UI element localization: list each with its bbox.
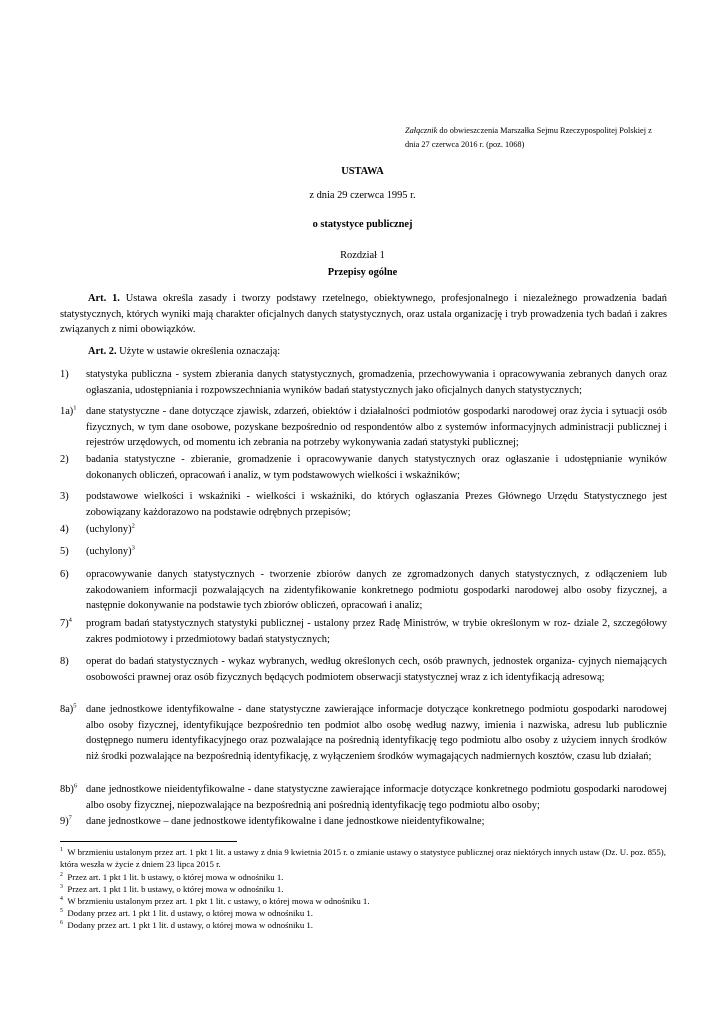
item-text: operat do badań statystycznych - wykaz wybranych, według określonych cech, osób prawnych, jednostek organiza- cyjnych niemających osobowości prawnej oraz osób fizycznych będących podmiotem obserwacji statystycznej wraz z ich identyfikacją adresową;: [86, 656, 667, 683]
article-2-label: Art. 2.: [88, 346, 117, 357]
footnote-ref: 7: [68, 814, 72, 822]
annex-note: [405, 124, 675, 152]
list-item: [60, 616, 667, 647]
footnote-text: Dodany przez art. 1 pkt 1 lit. d ustawy, o której mowa w odnośniku 1.: [67, 920, 314, 930]
footnote-ref: 5: [73, 702, 77, 710]
footnote: [60, 920, 670, 932]
item-text: (uchylony): [86, 546, 132, 557]
footnote: [60, 908, 670, 920]
item-number: 8a): [60, 704, 74, 715]
footnote-ref: 4: [68, 616, 72, 624]
item-text: dane jednostkowe identyfikowalne - dane statystyczne zawierające informacje dotyczące konkretnego podmiotu gospodarki narodowej albo osoby fizycznej, identyfikujące bezpośrednio ten podmiot albo osobę według nazwy, imienia i nazwiska, adresu lub publicznie dostępnego numeru identyfikacyjnego oraz pozwalające na pośrednią identyfikację tego podmiotu albo osoby z użyciem innych środków niż środki pozwalające na bezpośrednią identyfikację, z wyłączeniem środków wymagających nadmiernych kosztów, czasu lub działań;: [86, 704, 667, 763]
annex-text-2: dnia 27 czerwca 2016 r. (poz. 1068): [405, 140, 525, 149]
footnote: [60, 872, 670, 884]
footnote-text: Przez art. 1 pkt 1 lit. b ustawy, o której mowa w odnośniku 1.: [67, 884, 284, 894]
chapter-title: Przepisy ogólne: [327, 267, 398, 278]
article-2-text: Użyte w ustawie określenia oznaczają:: [116, 346, 281, 357]
footnote-text: Dodany przez art. 1 pkt 1 lit. d ustawy, o której mowa w odnośniku 1.: [67, 908, 314, 918]
item-text: podstawowe wielkości i wskaźniki - wielkości i wskaźniki, do których ogłaszania Prezes Głównego Urzędu Statystycznego jest zobowiązany każdorazowo na podstawie odrębnych przepisów;: [86, 491, 667, 518]
list-item: [60, 404, 667, 451]
chapter-number: Rozdział 1: [340, 250, 385, 261]
list-item: [60, 654, 667, 685]
article-2: [60, 344, 667, 360]
annex-italic: Załącznik: [405, 126, 438, 135]
item-text: badania statystyczne - zbieranie, gromadzenie i opracowywanie danych statystycznych oraz ogłaszanie i udostępnianie wyników dokonanych obliczeń, opracowań i analiz, w tym podstawowych wielkości i wskaźników;: [86, 454, 667, 481]
item-text: dane jednostkowe nieidentyfikowalne - dane statystyczne zawierające informacje dotyczące konkretnego podmiotu gospodarki narodowej albo osoby fizycznej, niepozwalające na bezpośrednią ani pośrednią identyfikację tego podmiotu albo osoby;: [86, 784, 667, 811]
annex-text-1: do obwieszczenia Marszałka Sejmu Rzeczypospolitej Polskiej z: [437, 126, 652, 135]
item-number: 5): [60, 546, 69, 557]
footnote-ref: 6: [73, 782, 78, 790]
list-item: [60, 702, 667, 765]
item-number: 6): [60, 569, 69, 580]
footnote-number: 4: [60, 896, 63, 903]
article-1-text: Ustawa określa zasady i tworzy podstawy rzetelnego, obiektywnego, profesjonalnego i niezależnego prowadzenia badań statystycznych, których wyniki mają charakter oficjalnych danych statystycznych, oraz ustala organizację i tryb prowadzenia tych badań i zakres związanych z nimi obowiązków.: [60, 293, 667, 336]
footnote-number: 1: [60, 847, 63, 854]
act-title: USTAWA: [341, 166, 384, 177]
article-1-label: Art. 1.: [88, 293, 120, 304]
list-item: [60, 567, 667, 614]
list-item: [60, 782, 667, 813]
act-subject: o statystyce publicznej: [312, 219, 413, 230]
footnote-number: 2: [60, 872, 63, 879]
list-item: [60, 452, 667, 483]
footnote-divider: [60, 841, 237, 842]
footnote-ref: 1: [73, 404, 77, 412]
item-text: dane jednostkowe – dane jednostkowe identyfikowalne i dane jednostkowe nieidentyfikowalne;: [86, 816, 485, 827]
footnote-text: Przez art. 1 pkt 1 lit. b ustawy, o której mowa w odnośniku 1.: [67, 872, 284, 882]
footnote-number: 5: [60, 908, 63, 915]
item-number: 3): [60, 491, 69, 502]
list-item: [60, 814, 667, 830]
footnote: [60, 847, 670, 870]
item-text: statystyka publiczna - system zbierania danych statystycznych, gromadzenia, przechowywania i opracowywania zebranych danych oraz ogłaszania, udostępniania i rozpowszechniania wyników badań statystycznych jako oficjalnych danych statystycznych;: [86, 369, 667, 396]
item-text: opracowywanie danych statystycznych - tworzenie zbiorów danych ze zgromadzonych danych statystycznych, z odłączeniem lub zakodowaniem informacji pozwalających na zidentyfikowanie konkretnego podmiotu gospodarki narodowej albo osoby fizycznej, a następnie dokonywanie na podstawie tych zbiorów obliczeń, opracowań i analiz;: [86, 569, 667, 612]
footnote-number: 6: [60, 920, 63, 927]
list-item: [60, 544, 667, 560]
item-text: (uchylony): [86, 524, 132, 535]
item-number: 8): [60, 656, 69, 667]
list-item: [60, 489, 667, 520]
article-1: [60, 291, 667, 338]
list-item: [60, 367, 667, 398]
list-item: [60, 522, 667, 538]
footnote: [60, 884, 670, 896]
footnote-text: W brzmieniu ustalonym przez art. 1 pkt 1 lit. a ustawy z dnia 9 kwietnia 2015 r. o zmianie ustawy o statystyce publicznej oraz niektórych innych ustaw (Dz. U. poz. 855), która weszła w życie z dniem 23 lipca 2015 r.: [60, 847, 666, 869]
footnote-ref: 2: [131, 522, 135, 530]
item-number: 8b): [60, 784, 74, 795]
item-number: 7): [60, 618, 69, 629]
item-number: 1): [60, 369, 69, 380]
footnote-text: W brzmieniu ustalonym przez art. 1 pkt 1 lit. c ustawy, o której mowa w odnośniku 1.: [67, 896, 370, 906]
item-text: program badań statystycznych statystyki publicznej - ustalony przez Radę Ministrów, w trybie określonym w roz- dziale 2, szczegółowy zakres podmiotowy i przedmiotowy badań statystycznych;: [86, 618, 667, 645]
act-date: z dnia 29 czerwca 1995 r.: [309, 190, 416, 201]
item-number: 1a): [60, 406, 74, 417]
footnote: [60, 896, 670, 908]
item-number: 4): [60, 524, 69, 535]
item-number: 2): [60, 454, 69, 465]
footnote-ref: 3: [131, 544, 135, 552]
item-number: 9): [60, 816, 69, 827]
item-text: dane statystyczne - dane dotyczące zjawisk, zdarzeń, obiektów i działalności podmiotów gospodarki narodowej oraz życia i sytuacji osób fizycznych, w tym dane osobowe, pozyskane bezpośrednio od respondentów albo z systemów informacyjnych administracji publicznej i rejestrów urzędowych, od momentu ich zebrania na potrzeby wykonywania zadań statystyki publicznej;: [86, 406, 667, 449]
footnote-number: 3: [60, 884, 63, 891]
